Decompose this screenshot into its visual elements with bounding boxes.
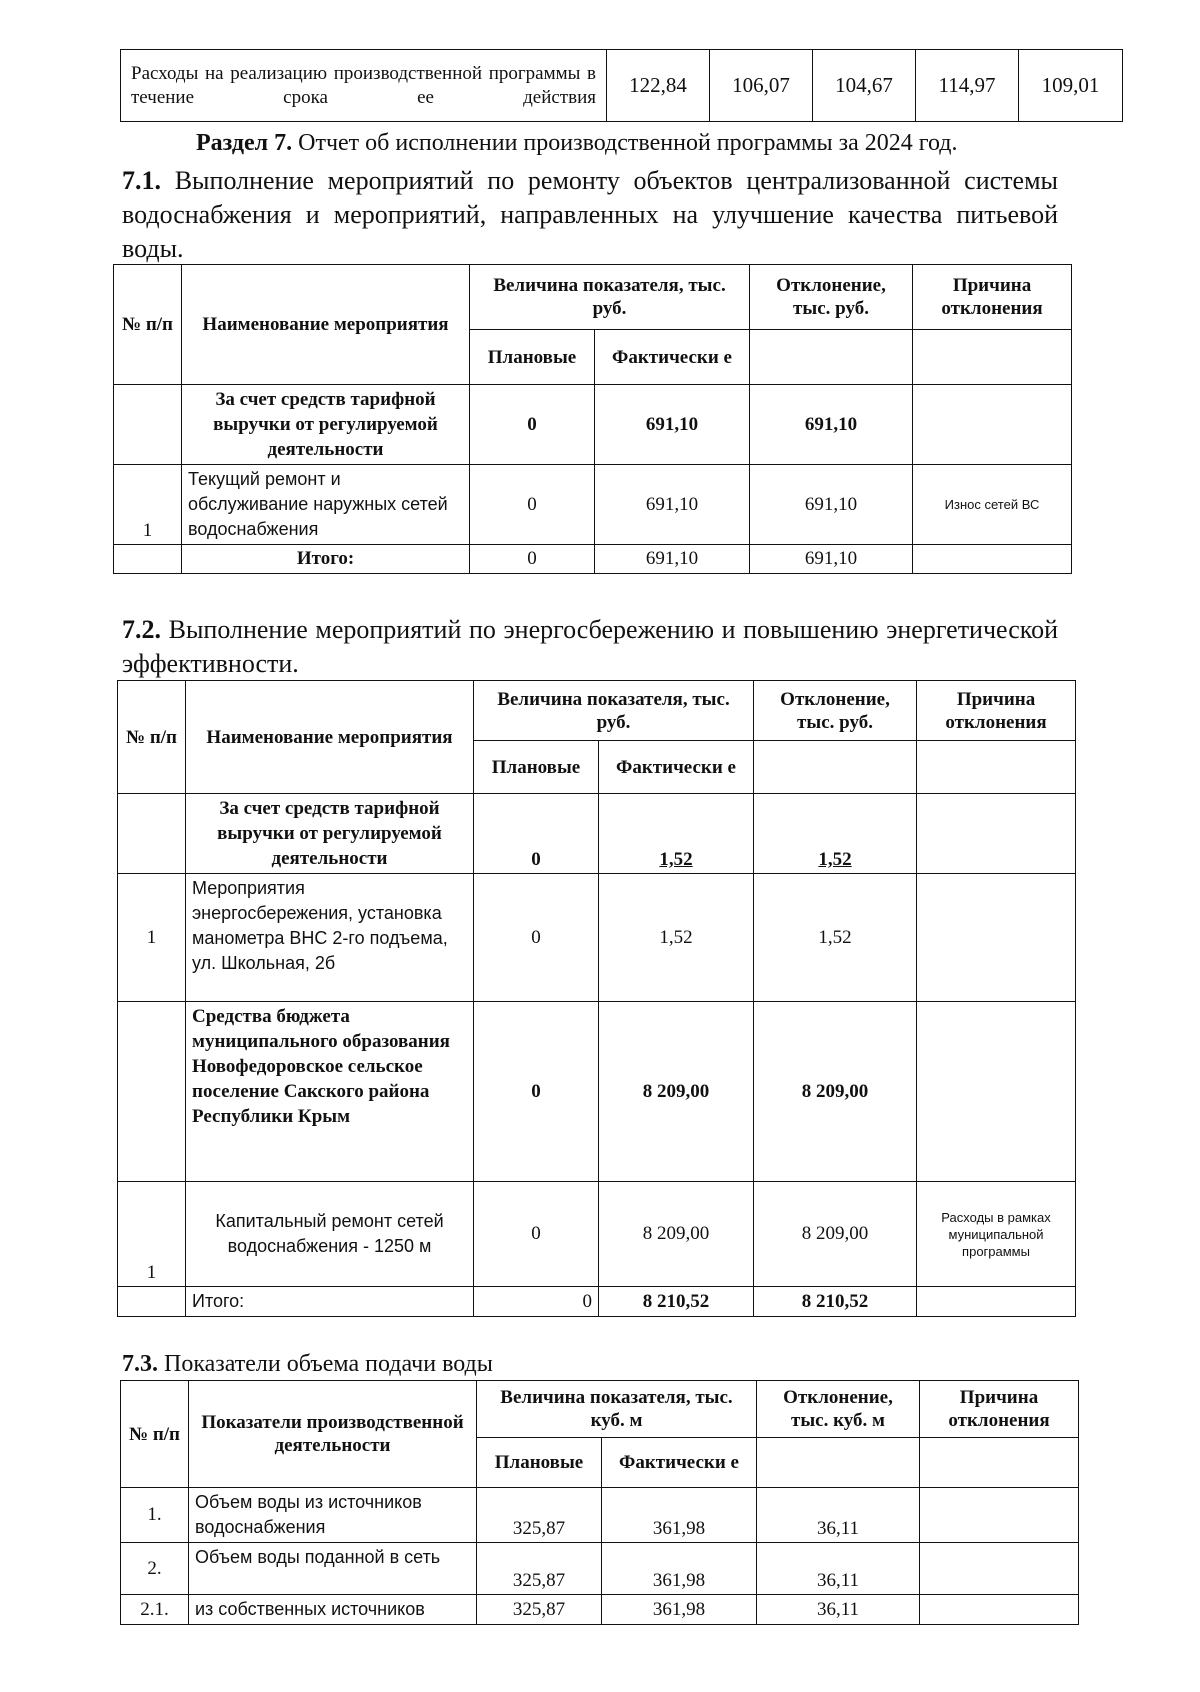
col-deviation-header: Отклонение, тыс. руб. — [754, 681, 917, 741]
plan-value: 0 — [470, 545, 595, 574]
section71-number: 7.1. — [122, 166, 161, 195]
row-number: 1 — [118, 874, 186, 1002]
section7-title: Отчет об исполнении производственной программы за 2024 год. — [292, 130, 958, 156]
fact-value: 691,10 — [595, 465, 750, 545]
section7-heading — [196, 130, 958, 157]
col-num-header: № п/п — [118, 681, 186, 794]
table-row — [114, 545, 1072, 574]
empty-cell — [118, 1002, 186, 1182]
row-number: 2.1. — [121, 1595, 189, 1625]
col-num-header: № п/п — [121, 1381, 189, 1488]
row-number: 2. — [121, 1543, 189, 1595]
deviation-value: 691,10 — [750, 545, 913, 574]
empty-cell — [920, 1438, 1079, 1488]
col-plan-header: Плановые — [470, 330, 595, 385]
deviation-value: 36,11 — [757, 1543, 920, 1595]
table-row — [118, 1182, 1076, 1287]
activity-name: Капитальный ремонт сетей водоснабжения - 1250 м — [186, 1182, 474, 1287]
deviation-value: 36,11 — [757, 1595, 920, 1625]
table-row — [118, 874, 1076, 1002]
col-reason-header: Причина отклонения — [920, 1381, 1079, 1438]
plan-value: 0 — [474, 874, 599, 1002]
table-row — [114, 385, 1072, 465]
empty-cell — [754, 741, 917, 794]
fact-value: 691,10 — [595, 545, 750, 574]
energy-table — [117, 680, 1076, 1317]
fact-value: 361,98 — [602, 1488, 757, 1543]
table-header-row — [118, 681, 1076, 741]
table-row — [118, 794, 1076, 874]
table-row — [114, 465, 1072, 545]
plan-value: 325,87 — [477, 1488, 602, 1543]
empty-cell — [920, 1488, 1079, 1543]
col-deviation-header: Отклонение, тыс. куб. м — [757, 1381, 920, 1438]
table-row — [121, 1488, 1079, 1543]
deviation-value: 8 210,52 — [754, 1287, 917, 1317]
empty-cell — [920, 1595, 1079, 1625]
section71-title: Выполнение мероприятий по ремонту объектов централизованной системы водоснабжения и мероприятий, направленных на улучшение качества питьевой воды. — [122, 166, 1058, 263]
col-fact-header: Фактически е — [602, 1438, 757, 1488]
plan-value: 325,87 — [477, 1595, 602, 1625]
fact-value: 361,98 — [602, 1543, 757, 1595]
deviation-value: 691,10 — [750, 385, 913, 465]
deviation-value: 8 209,00 — [754, 1182, 917, 1287]
total-label: Итого: — [186, 1287, 474, 1317]
col-fact-header: Фактически е — [595, 330, 750, 385]
col-name-header: Наименование мероприятия — [182, 265, 470, 385]
empty-cell — [118, 794, 186, 874]
col-deviation-header: Отклонение, тыс. руб. — [750, 265, 913, 330]
indicator-name: из собственных источников — [189, 1595, 477, 1625]
col-plan-header: Плановые — [474, 741, 599, 794]
empty-cell — [114, 545, 182, 574]
table-row — [118, 1287, 1076, 1317]
row-number: 1. — [121, 1488, 189, 1543]
indicator-name: Объем воды поданной в сеть — [189, 1543, 477, 1595]
deviation-value: 691,10 — [750, 465, 913, 545]
plan-value: 0 — [470, 385, 595, 465]
col-value-header: Величина показателя, тыс. руб. — [474, 681, 754, 741]
col-reason-header: Причина отклонения — [913, 265, 1072, 330]
deviation-value: 8 209,00 — [754, 1002, 917, 1182]
table-row — [121, 50, 1123, 122]
expenses-value: 122,84 — [607, 50, 710, 122]
deviation-reason: Износ сетей ВС — [913, 465, 1072, 545]
expenses-table — [120, 49, 1123, 122]
plan-value: 0 — [474, 794, 599, 874]
indicator-name: Объем воды из источников водоснабжения — [189, 1488, 477, 1543]
fact-value: 361,98 — [602, 1595, 757, 1625]
section72-heading — [122, 613, 1058, 681]
row-number: 1 — [114, 465, 182, 545]
fact-value: 1,52 — [599, 794, 754, 874]
col-fact-header: Фактически е — [599, 741, 754, 794]
table-row — [121, 1543, 1079, 1595]
empty-cell — [917, 741, 1076, 794]
col-value-header: Величина показателя, тыс. куб. м — [477, 1381, 757, 1438]
table-row — [121, 1595, 1079, 1625]
group-name: За счет средств тарифной выручки от регулируемой деятельности — [186, 794, 474, 874]
table-header-row — [114, 265, 1072, 330]
col-value-header: Величина показателя, тыс. руб. — [470, 265, 750, 330]
expenses-value: 109,01 — [1019, 50, 1123, 122]
deviation-value: 36,11 — [757, 1488, 920, 1543]
repair-table — [113, 264, 1072, 574]
activity-name: Мероприятия энергосбережения, установка манометра ВНС 2-го подъема, ул. Школьная, 2б — [186, 874, 474, 1002]
fact-value: 8 209,00 — [599, 1002, 754, 1182]
empty-cell — [114, 385, 182, 465]
section73-heading — [122, 1347, 1058, 1381]
activity-name: Текущий ремонт и обслуживание наружных сетей водоснабжения — [182, 465, 470, 545]
fact-value: 8 209,00 — [599, 1182, 754, 1287]
empty-cell — [757, 1438, 920, 1488]
col-indicators-header: Показатели производственной деятельности — [189, 1381, 477, 1488]
table-row — [118, 1002, 1076, 1182]
plan-value: 0 — [474, 1182, 599, 1287]
expenses-label: Расходы на реализацию производственной программы в течение срока ее действия — [121, 50, 607, 122]
empty-cell — [913, 385, 1072, 465]
empty-cell — [118, 1287, 186, 1317]
plan-value: 325,87 — [477, 1543, 602, 1595]
empty-cell — [917, 1002, 1076, 1182]
section73-title: Показатели объема подачи воды — [158, 1351, 493, 1377]
fact-value: 8 210,52 — [599, 1287, 754, 1317]
empty-cell — [917, 874, 1076, 1002]
col-name-header: Наименование мероприятия — [186, 681, 474, 794]
expenses-value: 106,07 — [710, 50, 813, 122]
total-label: Итого: — [182, 545, 470, 574]
expenses-value: 104,67 — [813, 50, 916, 122]
empty-cell — [917, 1287, 1076, 1317]
empty-cell — [750, 330, 913, 385]
water-volume-table — [120, 1380, 1079, 1625]
table-header-row — [121, 1381, 1079, 1438]
col-reason-header: Причина отклонения — [917, 681, 1076, 741]
section73-number: 7.3. — [122, 1351, 158, 1377]
group-name: Средства бюджета муниципального образования Новофедоровское сельское поселение Сакского района Республики Крым — [186, 1002, 474, 1182]
plan-value: 0 — [470, 465, 595, 545]
fact-value: 1,52 — [599, 874, 754, 1002]
group-name: За счет средств тарифной выручки от регулируемой деятельности — [182, 385, 470, 465]
deviation-reason: Расходы в рамках муниципальной программы — [917, 1182, 1076, 1287]
section71-heading — [122, 164, 1058, 266]
plan-value: 0 — [474, 1002, 599, 1182]
row-number: 1 — [118, 1182, 186, 1287]
empty-cell — [913, 545, 1072, 574]
empty-cell — [920, 1543, 1079, 1595]
empty-cell — [917, 794, 1076, 874]
section7-number: Раздел 7. — [196, 130, 293, 156]
deviation-value: 1,52 — [754, 874, 917, 1002]
col-num-header: № п/п — [114, 265, 182, 385]
deviation-value: 1,52 — [754, 794, 917, 874]
expenses-value: 114,97 — [916, 50, 1019, 122]
section72-number: 7.2. — [122, 615, 161, 644]
section72-title: Выполнение мероприятий по энергосбережению и повышению энергетической эффективности. — [122, 615, 1058, 678]
fact-value: 691,10 — [595, 385, 750, 465]
col-plan-header: Плановые — [477, 1438, 602, 1488]
empty-cell — [913, 330, 1072, 385]
plan-value: 0 — [474, 1287, 599, 1317]
